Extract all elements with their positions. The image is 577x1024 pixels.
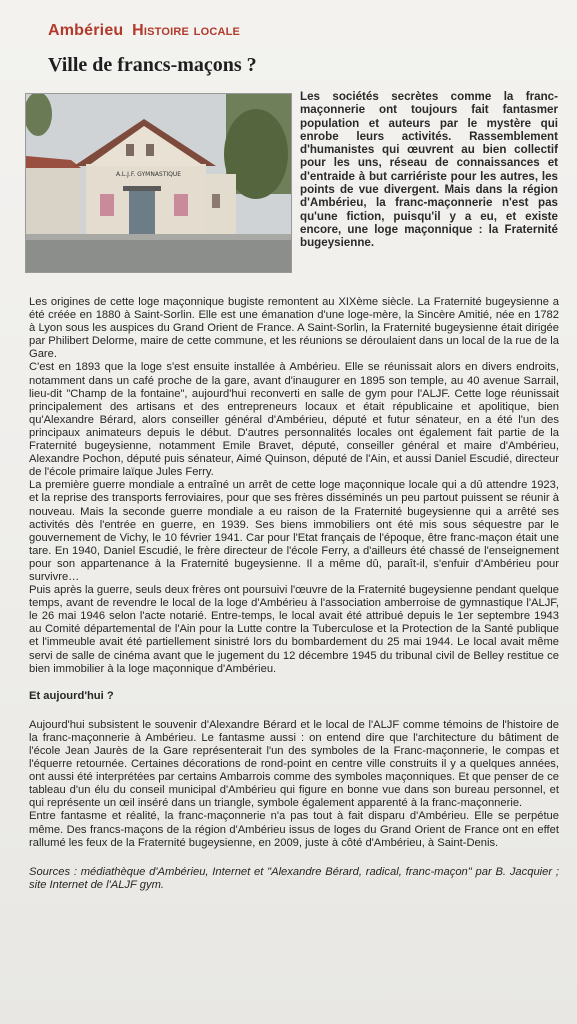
- paragraph: Puis après la guerre, seuls deux frères ont poursuivi l'œuvre de la Fraternité bugeysienne pendant quelque temps, avant de revendre le local de la loge d'Ambérieu à l'association amberroise de gymnastique l'ALJF, le 26 mai 1946 selon l'acte notarié. Entre-temps, le local avait été attribué depuis le 1er septembre 1943 au Comité départemental de l'Ain pour la Lutte contre la Tuberculose et la Protection de la Santé publique et l'immeuble avait été partiellement sinistré lors du bombardement du 25 mai 1944. Le local avait même servi de salle de cinéma avant que le jugement du 12 décembre 1945 du tribunal civil de Belley restitue ce bien immobilier à la loge maçonnique d'Ambérieu.: [29, 584, 559, 675]
- paragraph: C'est en 1893 que la loge s'est ensuite installée à Ambérieu. Elle se réunissait alors en divers endroits, notamment dans un café proche de la gare, avant d'inaugurer en 1895 son temple, au 40 avenue Sarrail, lieu-dit "Champ de la fontaine", aujourd'hui reconverti en salle de gym pour l'ALJF. Cette loge réunissait principalement des artisans et des entrepreneurs locaux et était républicaine et apolitique, bien qu'Alexandre Bérard, alors conseiller général d'Ambérieu, député et futur sénateur, en a été l'un des principaux animateurs depuis le début. D'autres personnalités locales ont également fait partie de la Fraternité bugeysienne, notamment Emile Bravet, député, conseiller général et maire d'Ambérieu, Alexandre Pochon, député puis sénateur, Aimé Quinson, député de l'Ain, et aussi Daniel Escudié, directeur de l'école primaire laïque Jules Ferry.: [29, 361, 559, 479]
- header-city: Ambérieu: [48, 22, 124, 39]
- article-title: Ville de francs-maçons ?: [48, 54, 257, 76]
- building-photo: [25, 93, 292, 273]
- photo-sign-text: A.L.J.F. GYMNASTIQUE: [116, 171, 182, 178]
- header-rubric: Histoire locale: [132, 22, 241, 39]
- paragraph: Aujourd'hui subsistent le souvenir d'Alexandre Bérard et le local de l'ALJF comme témoins de l'histoire de la franc-maçonnerie à Ambérieu. Le fantasme aussi : on entend dire que l'architecture du bâtiment de l'école Jean Jaurès de la Gare représenterait l'un des symboles de la Franc-maçonnerie, le compas et l'équerre retournée. Certaines décorations de rond-point en centre ville construits il y a quelques années, ont aussi été interprétées par certains Ambarrois comme des symboles maçonniques. Et que penser de ce tableau d'un élu du conseil municipal d'Ambérieu qui figure en bonne vue dans son bureau personnel, et qui représente un œil inséré dans un triangle, symbole également apparenté à la franc-maçonnerie.: [29, 718, 559, 810]
- paragraph: Entre fantasme et réalité, la franc-maçonnerie n'a pas tout à fait disparu d'Ambérieu. Elle se perpétue même. Des francs-maçons de la région d'Ambérieu issus de loges du Grand Orient de France ont en effet rallumé les feux de la Fraternité bugeysienne, en 2009, juste à côté d'Ambérieu, à Saint-Denis.: [29, 810, 559, 849]
- section-subhead: Et aujourd'hui ?: [29, 689, 114, 702]
- sources-note: Sources : médiathèque d'Ambérieu, Internet et "Alexandre Bérard, radical, franc-maçon" par B. Jacquier ; site Internet de l'ALJF gym.: [29, 865, 559, 891]
- paragraph: La première guerre mondiale a entraîné un arrêt de cette loge maçonnique locale qui a dû attendre 1923, et la reprise des transports ferroviaires, pour que ses frères disséminés un peu partout puissent se réunir à nouveau. Mais la seconde guerre mondiale a eu raison de la Fraternité bugeysienne qui a arrêté ses activités dès l'entrée en guerre, en 1939. Ses biens immobiliers ont été mis sous séquestre par le gouvernement de Vichy, le 10 février 1941. Car pour l'Etat français de l'époque, être franc-maçon était une tare. En 1940, Daniel Escudié, le frère directeur de l'école Ferry, a d'ailleurs été chassé de l'enseignement pour son appartenance à la Fraternité bugeysienne. Il a même dû, paraît-il, s'enfuir d'Ambérieu pour survivre…: [29, 479, 559, 583]
- section-header: [48, 22, 240, 40]
- article-body: [29, 296, 559, 892]
- article-intro: Les sociétés secrètes comme la franc-maçonnerie ont toujours fait fantasmer population et auteurs par le mystère qui enrobe leurs activités. Rassemblement d'humanistes qui œuvrent au bien collectif pour les uns, réseau de connaissances et d'entraide à but carriériste pour les autres, les points de vue divergent. Mais dans la région d'Ambérieu, la franc-maçonnerie n'est pas qu'une fiction, puisqu'il y a eu, et existe encore, une loge maçonnique : la Fraternité bugeysienne.: [300, 90, 558, 250]
- paragraph: Les origines de cette loge maçonnique bugiste remontent au XIXème siècle. La Fraternité bugeysienne a été créée en 1880 à Saint-Sorlin. Elle est une émanation d'une loge-mère, la Sincère Amitié, née en 1782 à Lyon sous les auspices du Grand Orient de France. A Saint-Sorlin, la Fraternité bugeysienne était dirigée par Philibert Delorme, maire de cette commune, et les réunions se déroulaient dans un local de la rue de la Gare.: [29, 296, 559, 361]
